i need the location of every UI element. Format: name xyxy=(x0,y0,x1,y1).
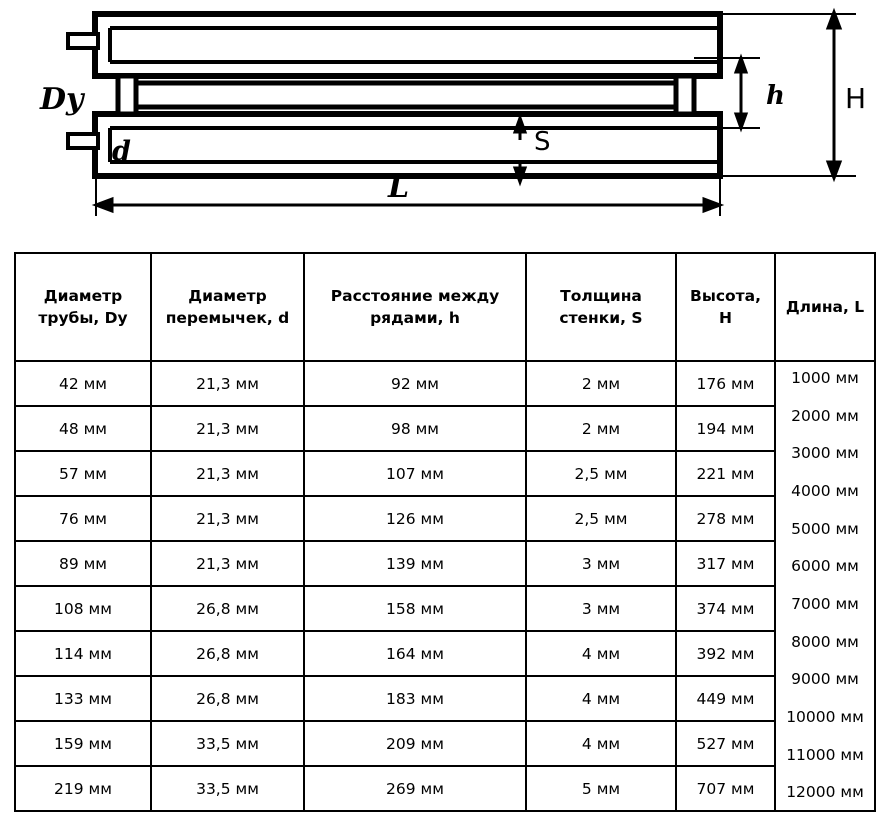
cell-diameter-pipe: 108 мм xyxy=(15,586,151,631)
cell-row-distance: 183 мм xyxy=(304,676,526,721)
cell-wall-thickness: 4 мм xyxy=(526,721,676,766)
left-connector xyxy=(118,76,136,114)
label-big-h: H xyxy=(845,82,867,115)
cell-row-distance: 209 мм xyxy=(304,721,526,766)
cell-wall-thickness: 2 мм xyxy=(526,361,676,406)
register-drawing xyxy=(0,0,888,240)
lower-tube xyxy=(68,114,720,176)
cell-diameter-pipe: 219 мм xyxy=(15,766,151,811)
length-option: 4000 мм xyxy=(791,482,859,501)
right-connector xyxy=(676,76,694,114)
cell-height: 221 мм xyxy=(676,451,775,496)
length-options xyxy=(776,371,874,801)
cell-row-distance: 139 мм xyxy=(304,541,526,586)
cell-diameter-pipe: 76 мм xyxy=(15,496,151,541)
cell-row-distance: 126 мм xyxy=(304,496,526,541)
length-option: 9000 мм xyxy=(791,670,859,689)
cell-diameter-jumper: 26,8 мм xyxy=(151,676,304,721)
cell-height: 374 мм xyxy=(676,586,775,631)
col-header-line-2: перемычек, d xyxy=(165,309,290,327)
cell-diameter-jumper: 33,5 мм xyxy=(151,721,304,766)
cell-height: 449 мм xyxy=(676,676,775,721)
cell-row-distance: 98 мм xyxy=(304,406,526,451)
cell-height: 176 мм xyxy=(676,361,775,406)
cell-diameter-pipe: 42 мм xyxy=(15,361,151,406)
col-header-diameter-jumper xyxy=(151,253,304,361)
table-row xyxy=(15,586,875,631)
cell-height: 707 мм xyxy=(676,766,775,811)
col-header-wall-thickness xyxy=(526,253,676,361)
cell-height: 527 мм xyxy=(676,721,775,766)
table-row xyxy=(15,541,875,586)
cell-height: 194 мм xyxy=(676,406,775,451)
cell-wall-thickness: 2,5 мм xyxy=(526,496,676,541)
cell-diameter-jumper: 26,8 мм xyxy=(151,586,304,631)
cell-diameter-jumper: 21,3 мм xyxy=(151,361,304,406)
cell-wall-thickness: 5 мм xyxy=(526,766,676,811)
cell-wall-thickness: 4 мм xyxy=(526,631,676,676)
col-header-line-2: рядами, h xyxy=(370,309,460,327)
cell-diameter-pipe: 133 мм xyxy=(15,676,151,721)
col-header-line-1: Расстояние между xyxy=(330,286,500,305)
table-header-row xyxy=(15,253,875,361)
table-row xyxy=(15,451,875,496)
length-option: 10000 мм xyxy=(786,708,864,727)
cell-diameter-jumper: 26,8 мм xyxy=(151,631,304,676)
col-header-line-1: Длина, L xyxy=(785,297,865,316)
cell-diameter-jumper: 21,3 мм xyxy=(151,496,304,541)
length-option: 8000 мм xyxy=(791,632,859,651)
col-header-line-1: Диаметр xyxy=(188,286,267,305)
length-option: 1000 мм xyxy=(791,369,859,387)
cell-length-list xyxy=(775,361,875,811)
col-header-row-distance xyxy=(304,253,526,361)
cell-diameter-jumper: 21,3 мм xyxy=(151,406,304,451)
cell-row-distance: 158 мм xyxy=(304,586,526,631)
cell-row-distance: 164 мм xyxy=(304,631,526,676)
cell-wall-thickness: 2 мм xyxy=(526,406,676,451)
cell-height: 317 мм xyxy=(676,541,775,586)
cell-wall-thickness: 3 мм xyxy=(526,541,676,586)
cell-diameter-pipe: 159 мм xyxy=(15,721,151,766)
length-option: 6000 мм xyxy=(791,557,859,576)
length-option: 7000 мм xyxy=(791,595,859,614)
label-s: S xyxy=(534,127,551,157)
label-l: L xyxy=(388,170,410,205)
cell-diameter-pipe: 114 мм xyxy=(15,631,151,676)
table-row xyxy=(15,361,875,406)
col-header-line-2: трубы, Dy xyxy=(38,309,128,327)
label-d: d xyxy=(112,136,131,167)
cell-row-distance: 269 мм xyxy=(304,766,526,811)
col-header-height xyxy=(676,253,775,361)
col-header-length xyxy=(775,253,875,361)
length-option: 11000 мм xyxy=(786,745,864,764)
cell-diameter-jumper: 33,5 мм xyxy=(151,766,304,811)
cell-height: 278 мм xyxy=(676,496,775,541)
cell-diameter-pipe: 57 мм xyxy=(15,451,151,496)
upper-tube xyxy=(68,14,720,76)
cell-diameter-pipe: 48 мм xyxy=(15,406,151,451)
cell-wall-thickness: 3 мм xyxy=(526,586,676,631)
label-dy: Dy xyxy=(40,82,84,117)
cell-diameter-jumper: 21,3 мм xyxy=(151,451,304,496)
table-row xyxy=(15,721,875,766)
cell-diameter-pipe: 89 мм xyxy=(15,541,151,586)
col-header-line-2: стенки, S xyxy=(559,309,643,327)
link-bars xyxy=(136,83,676,107)
specification-table xyxy=(14,252,876,812)
cell-row-distance: 92 мм xyxy=(304,361,526,406)
col-header-line-1: Толщина xyxy=(560,286,642,305)
length-option: 2000 мм xyxy=(791,406,859,425)
col-header-line-1: Высота, H xyxy=(690,286,761,327)
table-row xyxy=(15,676,875,721)
cell-height: 392 мм xyxy=(676,631,775,676)
label-h: h xyxy=(766,81,785,111)
table-row xyxy=(15,406,875,451)
col-header-diameter-pipe xyxy=(15,253,151,361)
col-header-line-1: Диаметр xyxy=(43,286,123,305)
table-row xyxy=(15,766,875,811)
length-option: 12000 мм xyxy=(786,783,864,802)
table-row xyxy=(15,496,875,541)
length-option: 5000 мм xyxy=(791,519,859,538)
length-option: 3000 мм xyxy=(791,444,859,463)
table-row xyxy=(15,631,875,676)
cell-wall-thickness: 4 мм xyxy=(526,676,676,721)
cell-wall-thickness: 2,5 мм xyxy=(526,451,676,496)
cell-diameter-jumper: 21,3 мм xyxy=(151,541,304,586)
cell-row-distance: 107 мм xyxy=(304,451,526,496)
